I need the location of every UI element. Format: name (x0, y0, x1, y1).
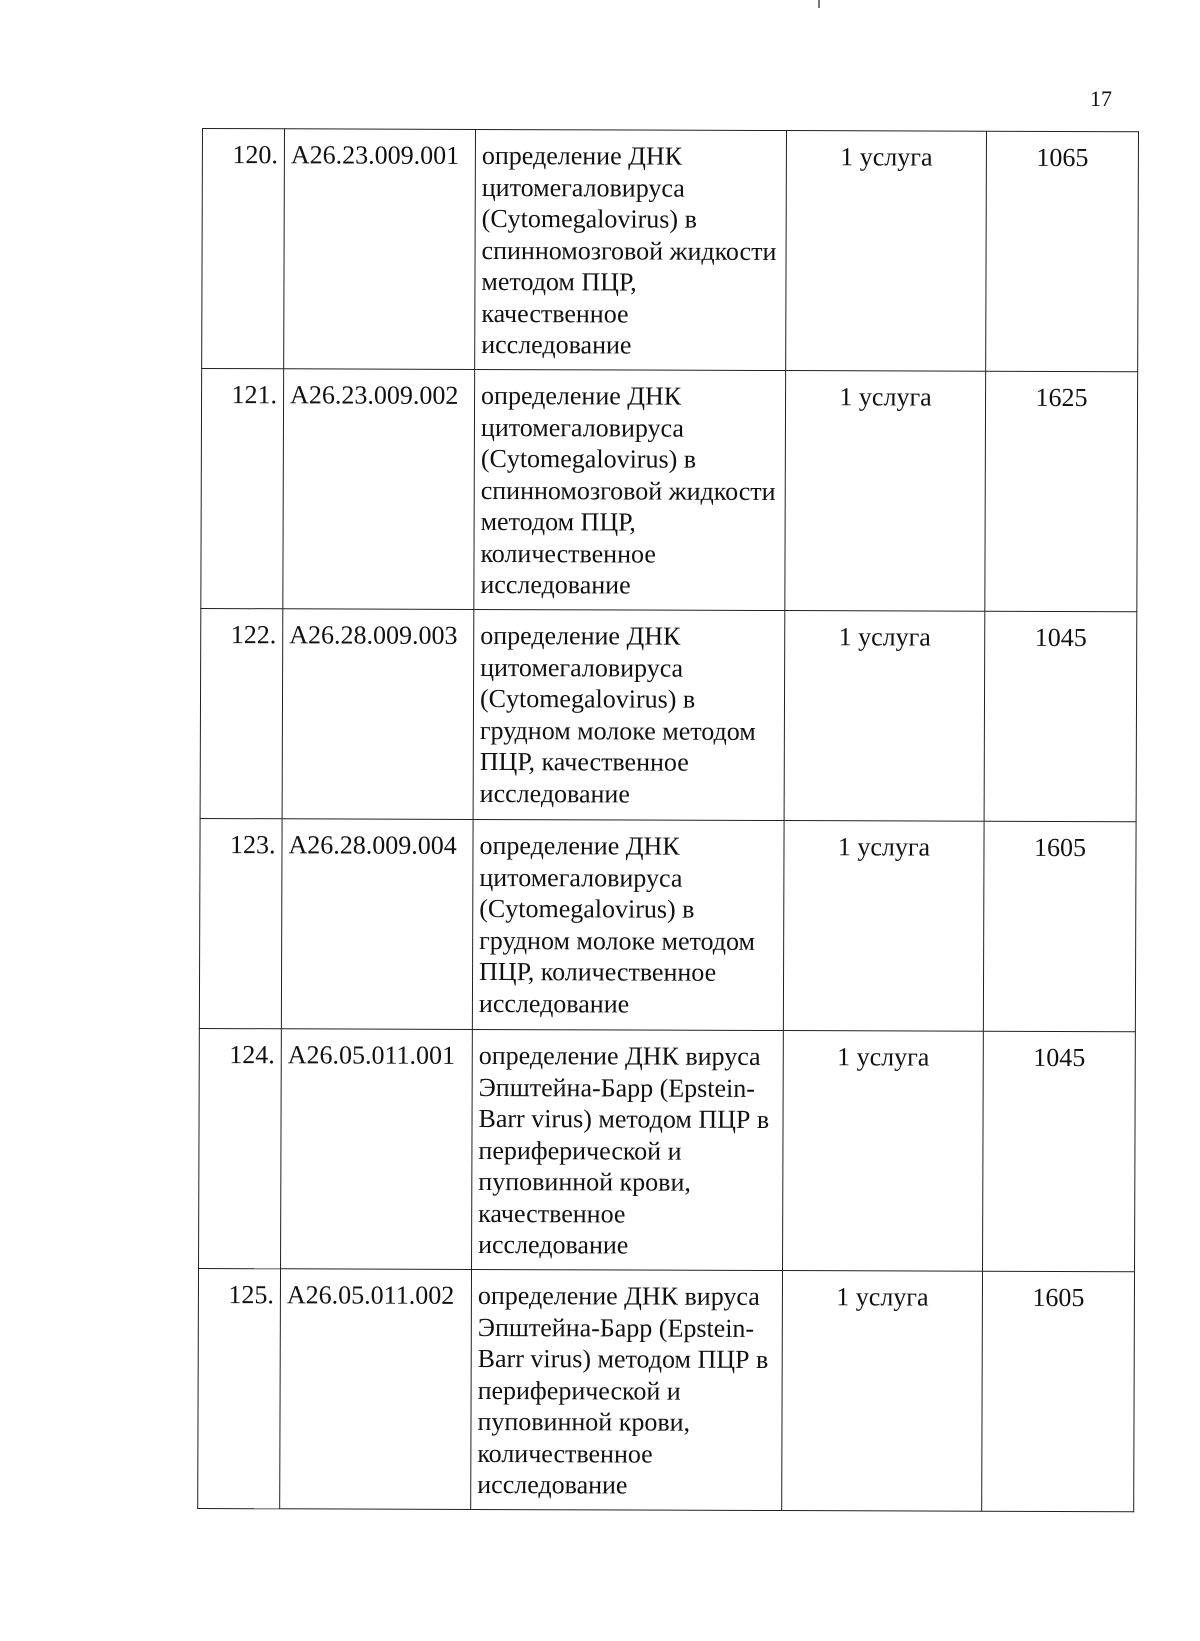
row-number: 124. (199, 1028, 282, 1268)
service-price: 1045 (984, 611, 1137, 822)
service-unit: 1 услуга (783, 821, 984, 1032)
service-code: A26.23.009.002 (283, 369, 475, 610)
service-code: A26.05.011.002 (280, 1269, 472, 1510)
service-code: A26.28.009.003 (282, 609, 474, 820)
table-row (199, 1028, 1136, 1271)
service-unit: 1 услуга (786, 131, 987, 372)
service-name: определение ДНК цитомегаловируса (Cytomegalovirus) в грудном молоке методом ПЦР, качественное исследование (473, 609, 785, 820)
service-code: A26.05.011.001 (281, 1029, 473, 1270)
table-row (200, 608, 1137, 821)
service-price: 1605 (983, 821, 1136, 1032)
table-row (201, 369, 1138, 612)
row-number: 120. (202, 129, 285, 369)
table-row (198, 1268, 1135, 1511)
row-number: 121. (201, 369, 284, 609)
service-code: A26.28.009.004 (281, 819, 473, 1030)
service-code: A26.23.009.001 (284, 129, 476, 370)
service-unit: 1 услуга (783, 1031, 984, 1272)
table-row (199, 818, 1136, 1031)
scan-mark (818, 0, 820, 8)
service-name: определение ДНК вируса Эпштейна-Барр (Epstein-Barr virus) методом ПЦР в периферической и пуповинной крови, количественное исследование (471, 1269, 783, 1510)
service-name: определение ДНК вируса Эпштейна-Барр (Epstein-Barr virus) методом ПЦР в периферической и пуповинной крови, качественное исследование (472, 1029, 784, 1270)
row-number: 125. (198, 1268, 281, 1508)
service-unit: 1 услуга (782, 1271, 983, 1512)
services-price-table (197, 128, 1139, 1512)
table-row (202, 129, 1139, 372)
service-unit: 1 услуга (784, 611, 985, 822)
service-name: определение ДНК цитомегаловируса (Cytomegalovirus) в спинномозговой жидкости методом ПЦР, качественное исследование (475, 129, 787, 370)
service-price: 1625 (985, 371, 1138, 612)
service-name: определение ДНК цитомегаловируса (Cytomegalovirus) в спинномозговой жидкости методом ПЦР, количественное исследование (474, 369, 786, 610)
service-price: 1045 (983, 1031, 1136, 1272)
row-number: 123. (199, 818, 282, 1028)
page-number: 17 (1090, 86, 1112, 111)
service-name: определение ДНК цитомегаловируса (Cytomegalovirus) в грудном молоке методом ПЦР, количественное исследование (472, 819, 784, 1030)
service-unit: 1 услуга (785, 371, 986, 612)
service-price: 1065 (986, 131, 1139, 372)
service-price: 1605 (982, 1271, 1135, 1512)
row-number: 122. (200, 608, 283, 818)
